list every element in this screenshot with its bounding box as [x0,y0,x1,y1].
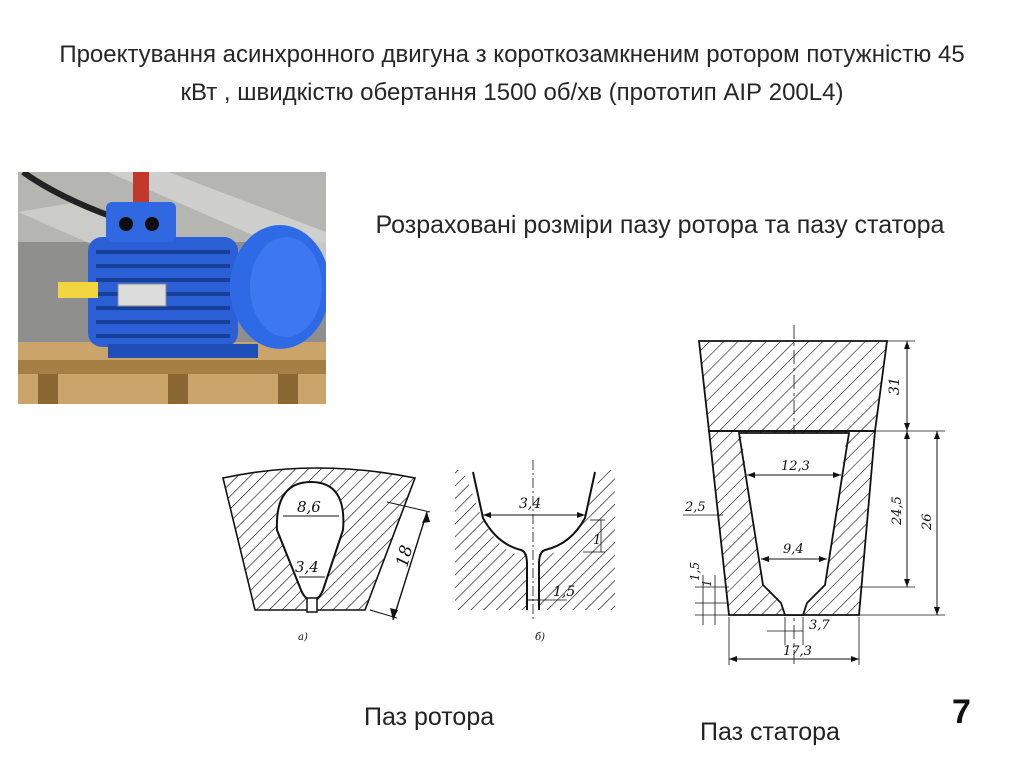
rotor-slot-diagram-a [215,460,445,660]
caption-stator-slot: Паз статора [700,718,840,746]
rotor-a-dim-top: 8,6 [297,498,321,516]
stator-dim-wedge: 31 [887,377,903,395]
stator-dim-top-width: 12,3 [781,459,810,474]
stator-dim-opening: 3,7 [809,618,830,633]
rotor-slot-diagram-b [455,460,615,660]
slide-title: Проектування асинхронного двигуна з короткозамкненим ротором потужністю 45 кВт , швидкістю обертання 1500 об/хв (прототип АІР 200L4) [59,41,965,106]
rotor-b-dim-width: 3,4 [519,496,542,512]
caption-rotor-slot: Паз ротора [364,703,495,731]
slide-number: 7 [952,693,971,731]
rotor-b-dim-side: 1 [593,533,602,548]
stator-dim-lip: 1,5 [688,561,702,581]
rotor-a-dim-height: 18 [392,543,418,570]
motor-photo [18,172,326,404]
stator-dim-height-total: 26 [920,513,935,530]
stator-dim-height-inner: 24,5 [890,496,905,525]
rotor-b-dim-slot: 1,5 [553,584,576,600]
stator-slot-diagram [655,325,955,670]
slide-subtitle: Розраховані розміри пазу ротора та пазу статора [375,211,945,239]
rotor-a-dim-bottom: 3,4 [295,558,319,576]
stator-dim-angle: 2,5 [685,500,706,515]
stator-dim-base: 17,3 [783,644,812,659]
stator-dim-lip2: 1 [700,579,714,587]
rotor-a-label: а) [298,632,308,643]
stator-dim-bottom-width: 9,4 [783,542,804,557]
rotor-b-label: б) [535,632,546,643]
